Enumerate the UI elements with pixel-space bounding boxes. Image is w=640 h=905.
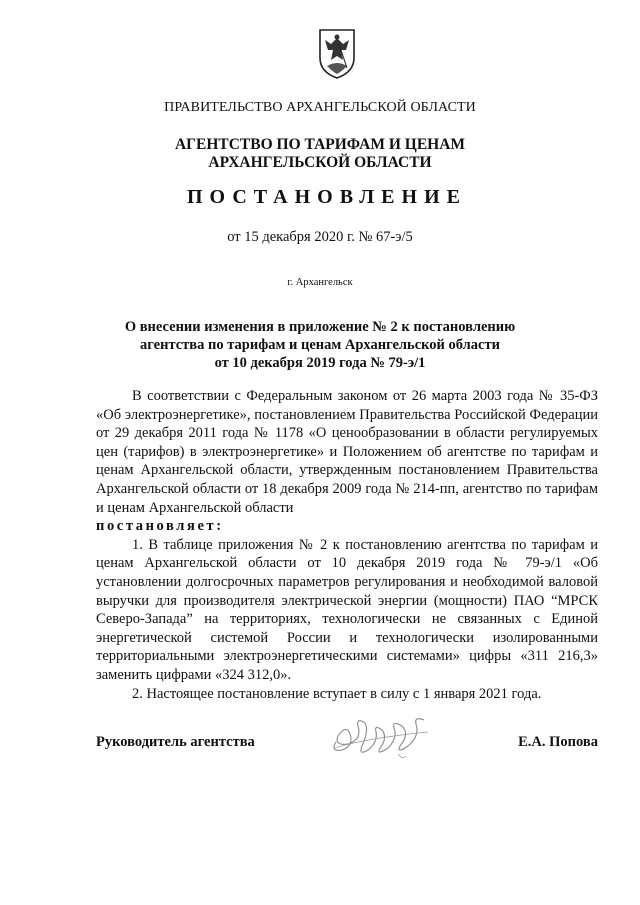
coat-of-arms-emblem	[317, 28, 357, 80]
agency-name-line1: АГЕНТСТВО ПО ТАРИФАМ И ЦЕНАМ	[174, 136, 466, 153]
subject-line1: О внесении изменения в приложение № 2 к постановлению	[124, 319, 516, 335]
subject-line2: агентства по тарифам и ценам Архангельской области	[140, 337, 500, 353]
signatory-position: Руководитель агентства	[96, 734, 255, 750]
document-subject	[0, 318, 640, 372]
resolves-word: постановляет:	[96, 518, 224, 535]
subject-line3: от 10 декабря 2019 года № 79-э/1	[214, 355, 426, 371]
document-body	[96, 387, 598, 703]
document-number: от 15 декабря 2020 г. № 67-э/5	[227, 229, 413, 245]
item-1-paragraph: 1. В таблице приложения № 2 к постановлению агентства по тарифам и ценам Архангельской области от 10 декабря 2019 года № 79-э/1 «Об установлении долгосрочных параметров регулирования и необходимой валовой выручки для производителя электрической энергии (мощности) ПАО “МРСК Северо-Запада” на территориях, технологически не связанных с Единой энергетической системой России и технологически изолированными территориальными электроэнергетическими системами» цифры «311 216,3» заменить цифрами «324 312,0».	[96, 536, 598, 683]
signatory-name: Е.А. Попова	[518, 734, 598, 750]
agency-name-line2: АРХАНГЕЛЬСКОЙ ОБЛАСТИ	[208, 154, 432, 171]
document-city: г. Архангельск	[287, 277, 353, 288]
agency-name	[0, 136, 640, 172]
preamble-paragraph: В соответствии с Федеральным законом от 26 марта 2003 года № 35-ФЗ «Об электроэнергетике», постановлением Правительства Российской Федерации от 29 декабря 2011 года № 1178 «О ценообразовании в области регулируемых цен (тарифов) в электроэнергетике» и Положением об агентстве по тарифам и ценам Архангельской области, утвержденным постановлением Правительства Архангельской области от 18 декабря 2009 года № 214-пп, агентство по тарифам и ценам Архангельской области	[96, 388, 598, 516]
government-name: ПРАВИТЕЛЬСТВО АРХАНГЕЛЬСКОЙ ОБЛАСТИ	[164, 100, 476, 115]
signature-block	[96, 734, 598, 758]
item-2-paragraph: 2. Настоящее постановление вступает в силу с 1 января 2021 года.	[132, 685, 542, 702]
handwritten-signature	[328, 712, 438, 764]
document-type: ПОСТАНОВЛЕНИЕ	[187, 186, 467, 208]
